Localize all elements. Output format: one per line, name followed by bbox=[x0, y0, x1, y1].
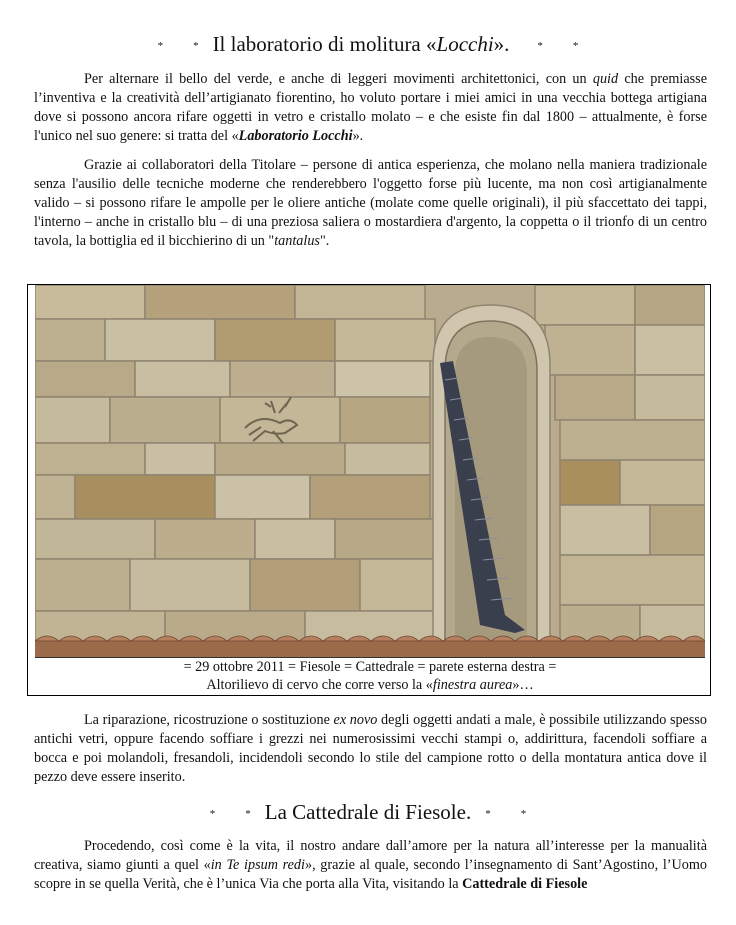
photo-figure bbox=[27, 284, 711, 696]
star-ornament: * bbox=[245, 808, 251, 821]
star-ornament: * bbox=[209, 808, 216, 821]
paragraph-repair: La riparazione, ricostruzione o sostituzione ex novo degli oggetti andati a male, è possibile utilizzando spesso antichi vetri, oppure facendo soffiare i grezzi nei numerosissimi vecchi stampi o, addirittura, facendoli soffiare a bocca e poi molandoli, fresandoli, incidendoli secondo lo stile del campione rotto o della montatura antica dove il pezzo deve essere inserito. bbox=[34, 712, 707, 785]
star-ornament: * bbox=[485, 808, 491, 821]
caption-line-1: = 29 ottobre 2011 = Fiesole = Cattedrale = parete esterna destra = bbox=[183, 659, 557, 675]
paragraph-collaborators: Grazie ai collaboratori della Titolare – persone di antica esperienza, che molano nella maniera tradizionale senza l'ausilio delle tecniche moderne che renderebbero l'oggetto forse più lucente, ma non così artigianalmente valido – si possono rifare le ampolle per le oliere antiche (molate come quelle originali), il più sfaccettato dei tappi, l'interno – anche in cristallo blu – di una preziosa saliera o mostardiera d'argento, la coppetta o il trionfo di un centro tavola, la bottiglia ed il bicchierino di un "tantalus". bbox=[34, 157, 707, 249]
caption-line-2: Altorilievo di cervo che corre verso la «finestra aurea»… bbox=[206, 677, 534, 693]
paragraph-cattedrale: Procedendo, così come è la vita, il nostro andare dall’amore per la natura all’interesse per la manualità creativa, siamo giunti a quel «in Te ipsum redi», grazie al quale, secondo l’insegnamento di Sant’Agostino, l’Uomo scopre in se quella Verità, che è l’unica Via che porta alla Vita, visitando la Cattedrale di Fiesole bbox=[34, 838, 707, 892]
cathedral-wall-photo bbox=[35, 285, 705, 658]
star-ornament: * bbox=[572, 40, 579, 53]
paragraph-intro: Per alternare il bello del verde, e anche di leggeri movimenti architettonici, con un quid che premiasse l’inventiva e la creatività dell’artigianato fiorentino, ho voluto portare i miei amici in una vecchia bottega artigiana dove si possono ancora rifare oggetti in vetro e cristallo molato – e che esiste fin dal 1800 – attualmente, è forse l'unico nel suo genere: si tratta del «Laboratorio Locchi». bbox=[34, 71, 707, 144]
section-heading-cattedrale bbox=[0, 800, 736, 825]
section-heading-laboratorio bbox=[0, 32, 736, 57]
photo-caption bbox=[28, 658, 712, 694]
star-ornament: * bbox=[520, 808, 527, 821]
heading-text: La Cattedrale di Fiesole. bbox=[264, 800, 472, 824]
heading-text: Il laboratorio di molitura «Locchi». bbox=[212, 32, 510, 56]
star-ornament: * bbox=[193, 40, 199, 53]
star-ornament: * bbox=[537, 40, 543, 53]
star-ornament: * bbox=[157, 40, 164, 53]
